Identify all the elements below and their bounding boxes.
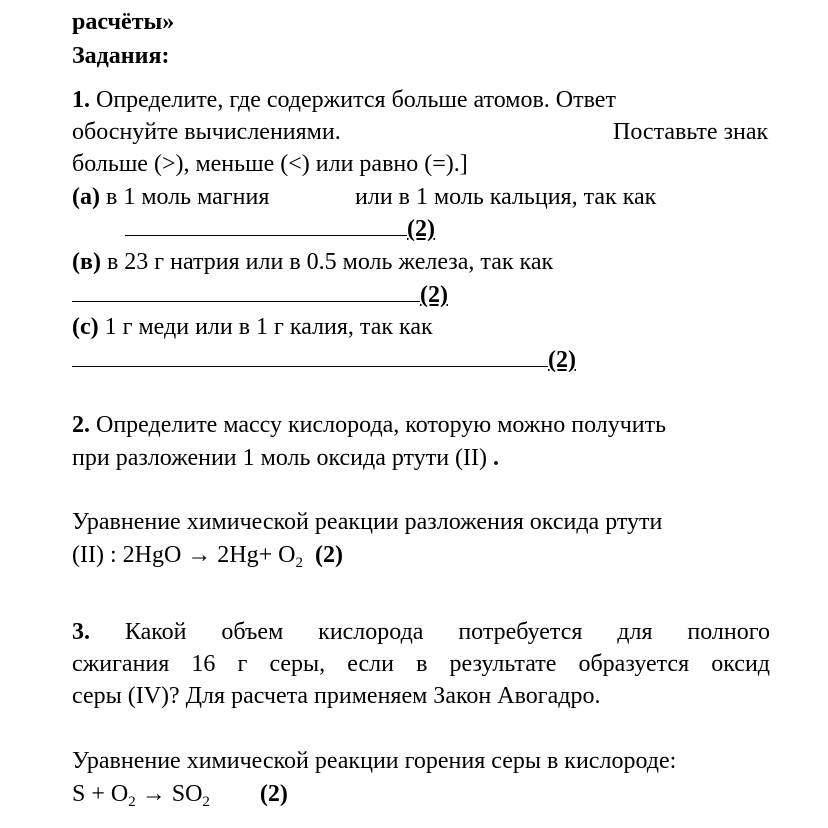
task1-line3: больше (>), меньше (<) или равно (=).] bbox=[72, 151, 468, 177]
task1a-answer-line bbox=[125, 213, 435, 245]
task1c-label: (с) bbox=[72, 314, 99, 340]
task2-equation: (II) : 2HgO → 2Hg+ O bbox=[72, 542, 296, 568]
task3-points: (2) bbox=[259, 781, 288, 807]
task1c-answer-line bbox=[72, 344, 576, 376]
task2-eq-line1: Уравнение химической реакции разложения оксида ртути bbox=[72, 509, 663, 535]
task1-text-1: Определите, где содержится больше атомов. Ответ bbox=[96, 87, 616, 113]
task1-text-2a: обоснуйте вычислениями. bbox=[72, 119, 341, 145]
tasks-heading: Задания: bbox=[72, 43, 170, 69]
task1c-text: 1 г меди или в 1 г калия, так как bbox=[104, 314, 433, 340]
task1b-answer-line bbox=[72, 279, 448, 311]
task2-eq-line2 bbox=[72, 539, 343, 579]
task1c-line bbox=[72, 311, 433, 343]
task1-line2b: Поставьте знак bbox=[613, 119, 769, 145]
task3-line1 bbox=[72, 616, 770, 648]
task1b-points: (2) bbox=[420, 282, 448, 308]
task1a-points: (2) bbox=[407, 216, 435, 242]
task1a-line bbox=[72, 181, 269, 213]
task2-line2 bbox=[72, 442, 499, 474]
task3-equation-part2: → SO bbox=[135, 781, 203, 807]
task1a-text-left: в 1 моль магния bbox=[105, 184, 270, 210]
task1-number: 1. bbox=[72, 87, 90, 113]
task3-eq-subscript-1: 2 bbox=[128, 794, 136, 810]
task2-number: 2. bbox=[72, 412, 90, 438]
task2-end-dot: . bbox=[493, 445, 500, 471]
task1b-label: (в) bbox=[72, 249, 101, 275]
task2-eq-subscript: 2 bbox=[295, 555, 303, 571]
task3-eq-line1: Уравнение химической реакции горения серы в кислороде: bbox=[72, 748, 677, 774]
task1a-label: (а) bbox=[72, 184, 100, 210]
task1c-points: (2) bbox=[548, 347, 576, 373]
task2-text-2: при разложении 1 моль оксида ртути (II) bbox=[72, 445, 488, 471]
task1a-text-right: или в 1 моль кальция, так как bbox=[355, 184, 657, 210]
task3-line2: сжигания 16 г серы, если в результате образуется оксид bbox=[72, 651, 770, 677]
task2-text-1: Определите массу кислорода, которую можно получить bbox=[96, 412, 667, 438]
task3-eq-line2 bbox=[72, 778, 288, 818]
answer-blank[interactable] bbox=[72, 279, 420, 302]
task1-line1 bbox=[72, 84, 616, 116]
task1b-line bbox=[72, 246, 553, 278]
task3-text-1: Какой объем кислорода потребуется для полного bbox=[124, 619, 771, 645]
answer-blank[interactable] bbox=[72, 344, 548, 367]
task1-line2 bbox=[72, 116, 341, 148]
answer-blank[interactable] bbox=[125, 213, 407, 236]
task3-eq-subscript-2: 2 bbox=[202, 794, 210, 810]
task3-number: 3. bbox=[72, 619, 90, 645]
task3-equation-part1: S + O bbox=[72, 781, 129, 807]
task2-line1 bbox=[72, 409, 666, 441]
task1b-text: в 23 г натрия или в 0.5 моль железа, так как bbox=[106, 249, 554, 275]
task3-line3: серы (IV)? Для расчета применяем Закон Авогадро. bbox=[72, 683, 601, 709]
task2-points: (2) bbox=[315, 542, 343, 568]
header-cut-line: расчёты» bbox=[72, 9, 175, 35]
